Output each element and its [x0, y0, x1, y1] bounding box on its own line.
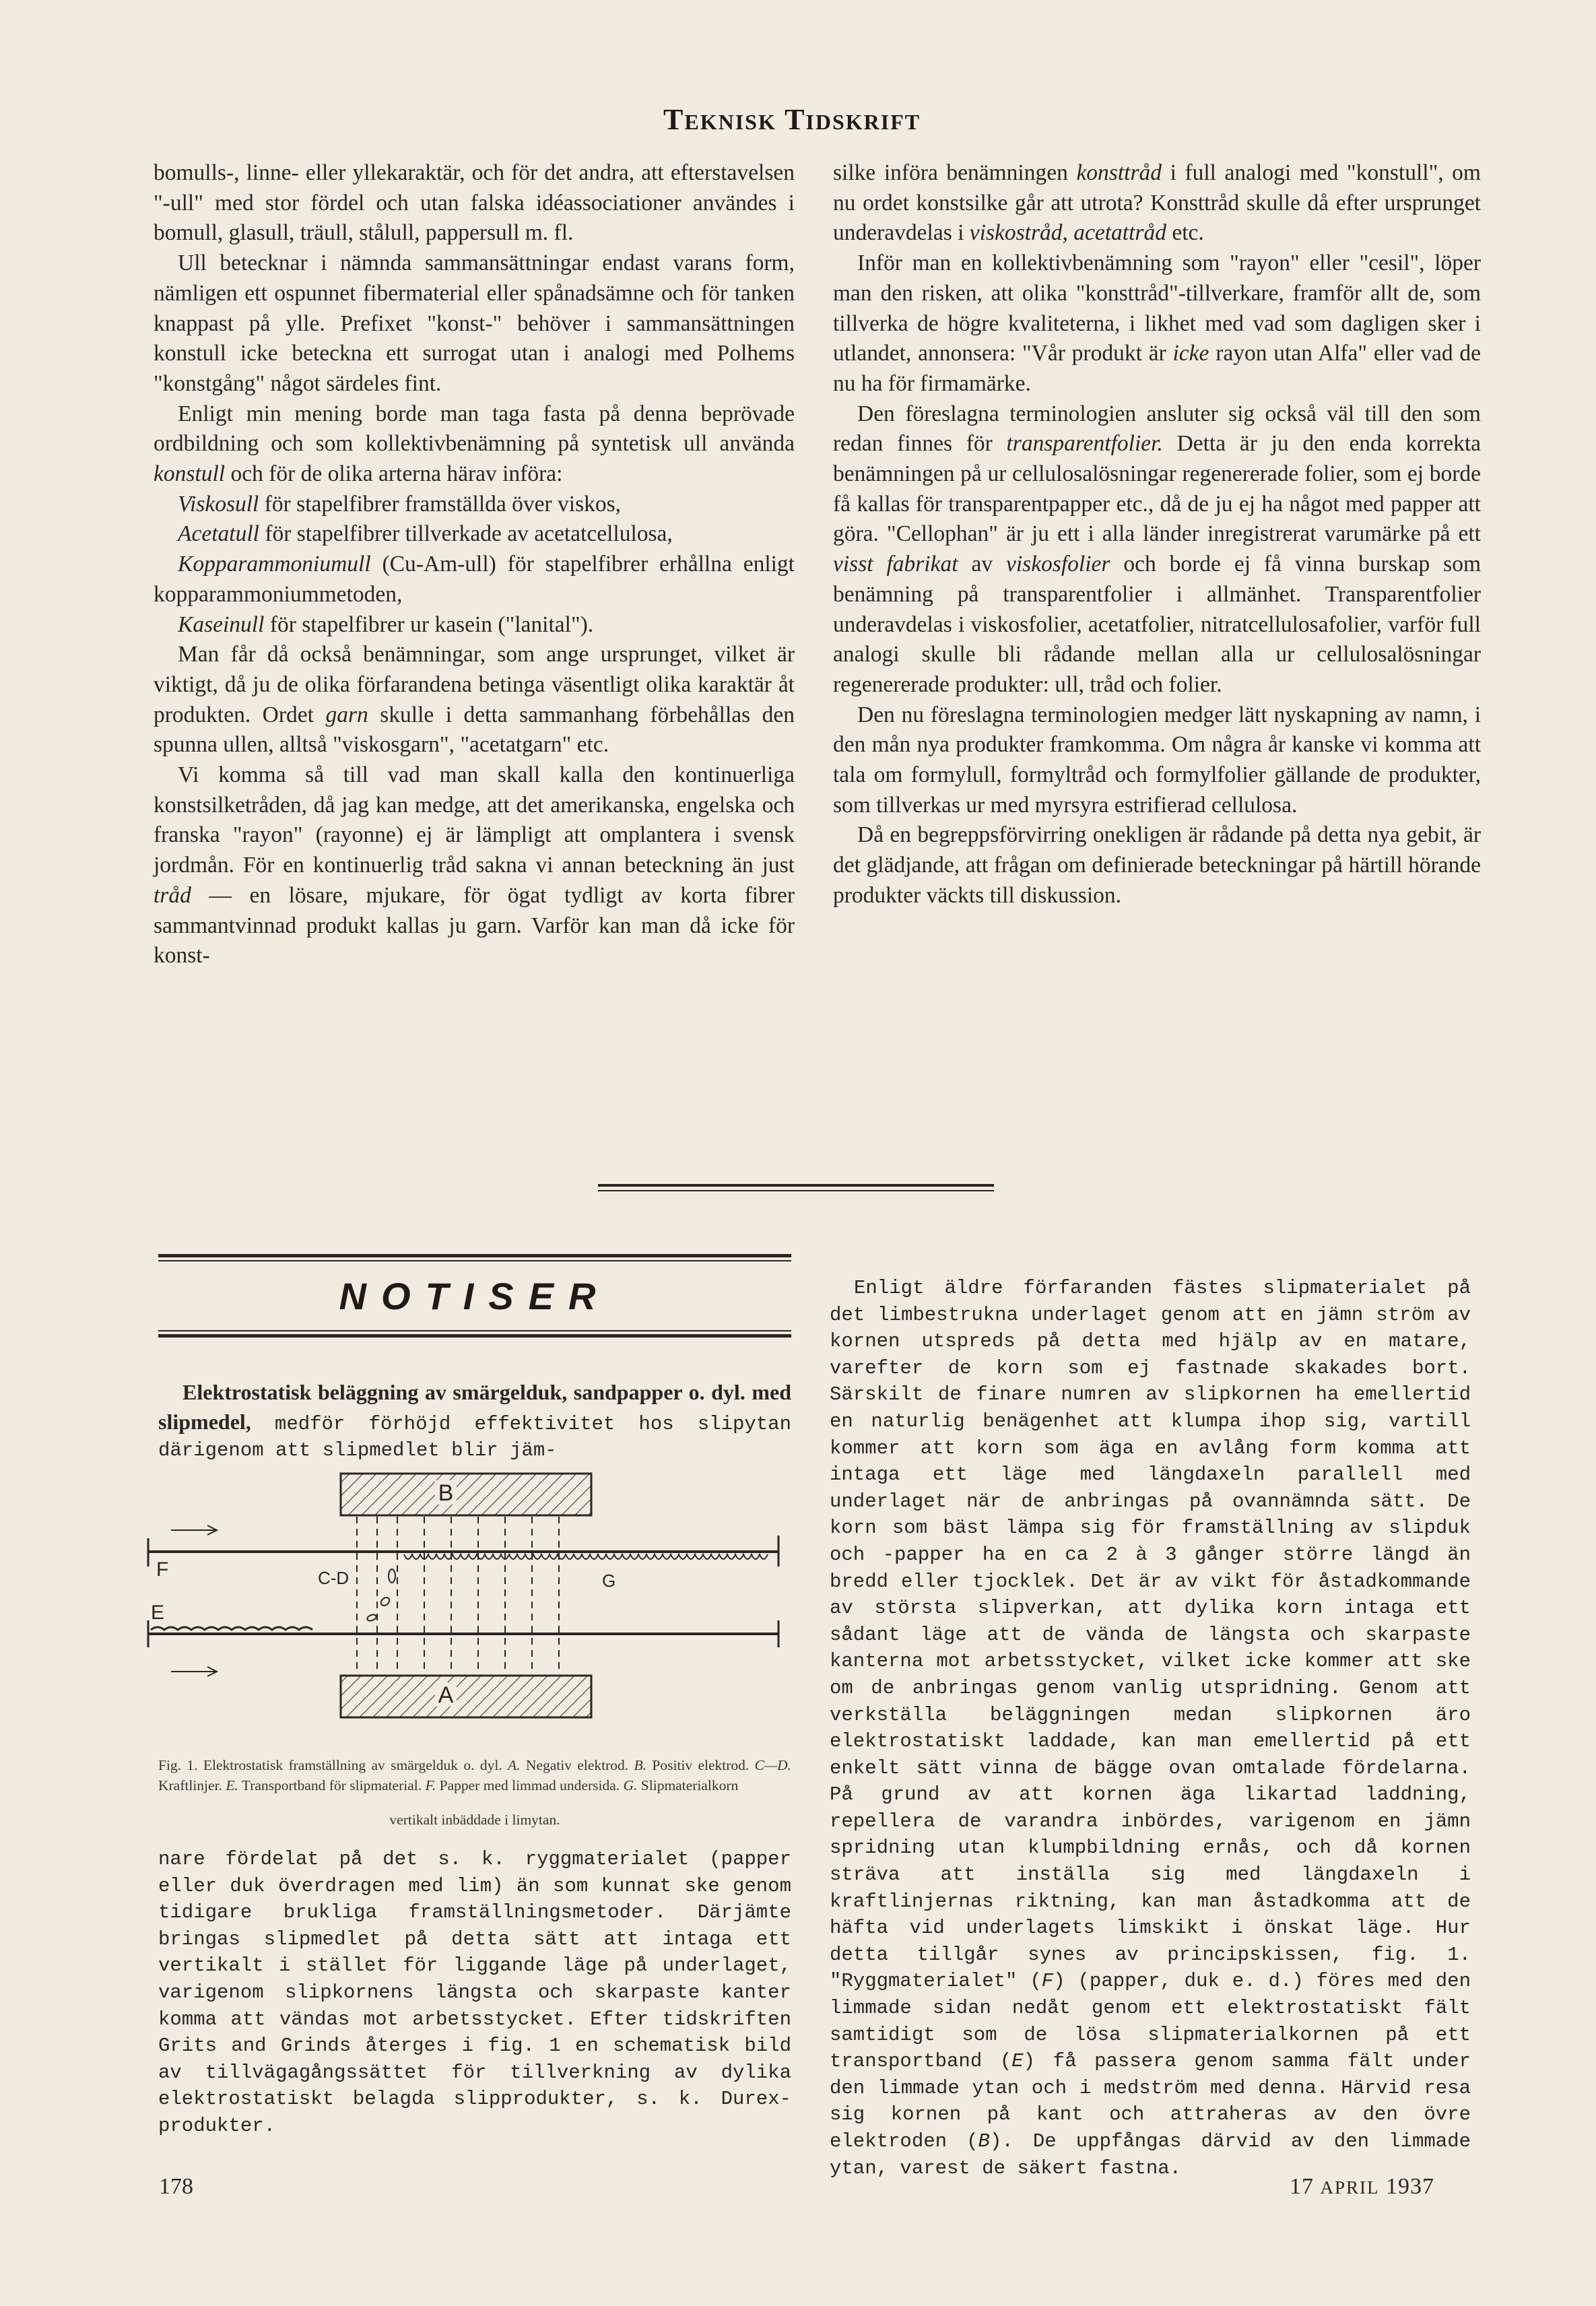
- notiser-heading: NOTISER: [339, 1275, 611, 1317]
- label-a: A: [438, 1682, 454, 1708]
- term-definition: Kaseinull för stapelfibrer ur kasein ("lanital").: [178, 612, 594, 637]
- notiser-lead: [158, 1359, 791, 1484]
- paragraph: Enligt min mening borde man taga fasta på denna beprövade ordbildning och som kollektivbenämning på syntetisk ull använda konstull och för de olika arterna härav införa:: [154, 401, 795, 487]
- paper-strip-f: [148, 1525, 778, 1581]
- paragraph: Ull betecknar i nämnda sammansättningar endast varans form, nämligen ett ospunnet fibermaterial eller spånadsämne och för tanken knappast på ylle. Prefixet "konst-" behöver i sammansättningen konstull icke beteckna ett surrogat utan i analogi med Polhems "konstgång" något särdeles fint.: [154, 251, 795, 396]
- notiser-rule-top: [158, 1254, 791, 1261]
- paragraph: Inför man en kollektivbenämning som "rayon" eller "cesil", löper man den risken, att olika "konsttråd"-tillverkare, framför allt de, som tillverka de högre kvaliteterna, i likhet med vad som dagligen sker i utlandet, annonsera: "Vår produkt är icke rayon utan Alfa" eller vad de nu ha för firmamärke.: [833, 251, 1481, 396]
- paragraph: Den föreslagna terminologien ansluter sig också väl till den som redan finnes för transparentfolier. Detta är ju den enda korrekta benämningen på ur cellulosalösningar regenererade folier, som ej borde få kallas för transparentpapper etc., då de ju ej ha något med papper att göra. "Cellophan" är ju ett i alla länder inregistrerat varumärke på ett visst fabrikat av viskosfolier och borde ej få vinna burskap som benämning på transparentfolier i allmänhet. Transparentfolier underavdelas i viskosfolier, acetatfolier, nitratcellulosafolier, varför full analogi skulle bli rådande mellan alla ur cellulosalösningar regenererade produkter: ull, tråd och folier.: [833, 401, 1482, 697]
- paragraph: Den nu föreslagna terminologien medger lätt nyskapning av namn, i den mån nya produkter framkomma. Om några år kanske vi komma att tala om formylull, formyltråd och formylfolier gällande de produkter, som tillverkas ur med myrsyra estrifierad cellulosa.: [833, 702, 1481, 818]
- issue-date: 17 APRIL 1937: [1290, 2174, 1435, 2199]
- figure-1: [141, 1468, 788, 1724]
- label-f: F: [156, 1558, 169, 1581]
- label-e: E: [151, 1602, 165, 1624]
- label-b: B: [438, 1480, 454, 1506]
- notiser-left-continuation: [158, 1826, 791, 2159]
- paragraph: nare fördelat på det s. k. ryggmaterialet (papper eller duk överdragen med lim) än som kunnat ske genom tidigare brukliga framställningsmetoder. Därjämte bringas slipmedlet på detta sätt att intaga ett vertikalt i stället för liggande läge på underlaget, varigenom slipkornens längsta och skarpaste kanter komma att vändas mot arbetsstycket. Efter tidskriften Grits and Grinds återges i fig. 1 en schematisk bild av tillvägagångssättet för tillverkning av dylika elektrostatiskt belagda slipprodukter, s. k. Durex-produkter.: [158, 1848, 791, 2137]
- term-definition: Acetatull för stapelfibrer tillverkade av acetatcellulosa,: [178, 521, 673, 547]
- positive-electrode-b: [341, 1474, 591, 1515]
- paragraph: Enligt äldre förfaranden fästes slipmaterialet på det limbestrukna underlaget genom att en jämn ström av kornen utspreds på detta med hjälp av en matare, varefter de korn som ej fastnade skakades bort. Särskilt de finare numren av slipkornen ha emellertid en naturlig benägenhet att klumpa ihop sig, vartill kommer att korn som äga en avlång form komma att intaga ett läge med längdaxeln parallell med underlaget när de anbringas på ovannämnda sätt. De korn som bäst lämpa sig för framställning av slipduk och -papper ha en ca 2 à 3 gånger större längd än bredd eller tjocklek. Det är av vikt för åstadkommande av största slipverkan, att dylika korn intaga ett sådant läge att de vända de längsta och skarpaste kanterna mot arbetsstycket, vilket icke kommer att ske om de anbringas genom vanlig utspridning. Genom att verkställa beläggningen medan slipkornen äro elektrostatiskt laddade, kan man emellertid på ett enkelt sätt vinna de bägge ovan omtalade fördelarna. På grund av att kornen äga likartad laddning, repellera de varandra inbördes, varigenom en jämn spridning utan klumpbildning ernås, och då kornen sträva att inställa sig med längdaxeln i kraftlinjernas riktning, kan man åstadkomma att de häfta vid underlagets limskikt i önskat läge. Hur detta tillgår synes av principskissen, fig. 1. "Ryggmaterialet" (F) (papper, duk e. d.) föres med den limmade sidan nedåt genom ett elektrostatiskt fält samtidigt som de lösa slipmaterialkornen på ett transportband (E) få passera genom samma fält under den limmade ytan och i medström med denna. Härvid resa sig kornen på kant och attraheras av den övre elektroden (B). De uppfångas därvid av den limmade ytan, varest de säkert fastna.: [830, 1277, 1471, 2179]
- paragraph: Man får då också benämningar, som ange ursprunget, vilket är viktigt, då ju de olika förfarandena betinga väsentligt olika karaktär åt produkten. Ordet garn skulle i detta sammanhang förbehållas den spunna ullen, alltså "viskosgarn", "acetatgarn" etc.: [154, 642, 795, 758]
- figure-caption: Fig. 1. Elektrostatisk framställning av smärgelduk o. dyl. A. Negativ elektrod. B. Positiv elektrod. C—D. Kraftlinjer. E. Transportband för slipmaterial. F. Papper med limmad undersida. G. Slipmaterialkorn vertikalt inbäddade i limytan.: [158, 1756, 791, 1828]
- column-top-right: [833, 158, 1481, 911]
- negative-electrode-a: [341, 1676, 591, 1717]
- paragraph: silke införa benämningen konsttråd i full analogi med "konstull", om nu ordet konstsilke går att utrota? Konsttråd skulle då efter ursprunget underavdelas i viskostråd, acetattråd etc.: [833, 160, 1481, 246]
- label-c-d: C-D: [318, 1568, 350, 1588]
- paragraph: Vi komma så till vad man skall kalla den kontinuerliga konstsilketråden, då jag kan medge, att det amerikanska, engelska och franska "rayon" (rayonne) ej är lämpligt att omplantera i svensk jordmån. För en kontinuerlig tråd sakna vi annan beteckning än just tråd — en lösare, mjukare, för ögat tydligt av korta fibrer sammantvinnad produkt kallas ju garn. Varför kan man då icke för konst-: [154, 762, 795, 968]
- label-g: G: [602, 1571, 616, 1591]
- notiser-right-column: [830, 1255, 1471, 2201]
- term-definition: Viskosull för stapelfibrer framställda över viskos,: [178, 491, 622, 517]
- running-head: TEKNISK TIDSKRIFT: [663, 103, 921, 136]
- page-number: 178: [159, 2174, 193, 2199]
- transport-band-e: [148, 1602, 778, 1676]
- notice-text: medför förhöjd effektivitet hos slipytan därigenom att slipmedlet blir jäm-: [158, 1412, 791, 1462]
- paragraph: bomulls-, linne- eller yllekaraktär, och för det andra, att efterstavelsen "-ull" med stor fördel och utan falska idéassociationer användes i bomull, glasull, träull, stålull, pappersull m. fl.: [154, 160, 795, 246]
- paragraph: Då en begreppsförvirring onekligen är rådande på detta nya gebit, är det glädjande, att frågan om definierade beteckningar på härtill hörande produkter väckts till diskussion.: [833, 822, 1481, 908]
- notiser-rule-bottom: [158, 1330, 791, 1338]
- notice-headline: Elektrostatisk beläggning av smärgelduk, sandpapper o. dyl. med slipmedel,: [158, 1380, 791, 1434]
- rising-grains: [366, 1569, 395, 1622]
- column-top-left: [154, 158, 795, 971]
- force-lines-c-d: [357, 1517, 559, 1674]
- section-divider: [598, 1184, 994, 1192]
- term-definition: Kopparammoniumull (Cu-Am-ull) för stapelfibrer erhållna enligt kopparammoniummetoden,: [154, 552, 795, 607]
